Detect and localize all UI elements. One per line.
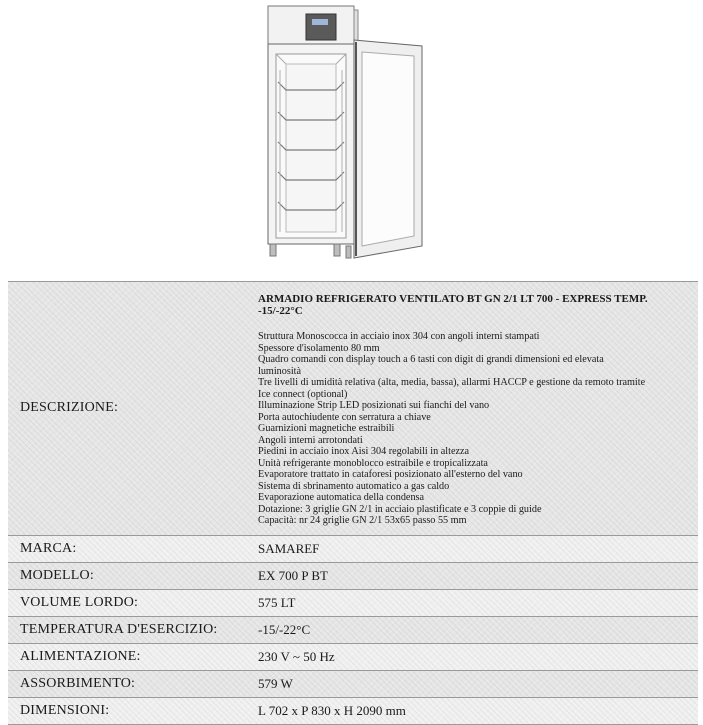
- description-line: Piedini in acciaio inox Aisi 304 regolabili in altezza: [258, 446, 470, 457]
- spec-row-marca: [8, 535, 698, 562]
- description-line: Evaporatore trattato in cataforesi posizionato all'esterno del vano: [258, 469, 523, 480]
- description-line: Guarnizioni magnetiche estraibili: [258, 423, 395, 434]
- product-title: ARMADIO REFRIGERATO VENTILATO BT GN 2/1 LT 700 - EXPRESS TEMP. -15/-22°C: [258, 293, 648, 317]
- spec-row-modello: [8, 562, 698, 589]
- spec-row-volume: [8, 589, 698, 616]
- spec-value: L 702 x P 830 x H 2090 mm: [258, 703, 406, 718]
- spec-value: 575 LT: [258, 595, 296, 610]
- description-row: [8, 281, 698, 535]
- spec-row-temperatura: [8, 616, 698, 643]
- description-line: Illuminazione Strip LED posizionati sui fianchi del vano: [258, 400, 490, 411]
- description-line: Evaporazione automatica della condensa: [258, 492, 425, 503]
- product-image: [262, 0, 430, 262]
- spec-value: 230 V ~ 50 Hz: [258, 649, 335, 664]
- description-line: Spessore d'isolamento 80 mm: [258, 342, 380, 354]
- description-line: Angoli interni arrotondati: [258, 434, 363, 446]
- description-line: Capacità: nr 24 griglie GN 2/1 53x65 passo 55 mm: [258, 515, 467, 526]
- description-label: DESCRIZIONE:: [20, 400, 119, 415]
- spec-row-assorbimento: [8, 670, 698, 697]
- spec-value: -15/-22°C: [258, 622, 311, 637]
- spec-label: VOLUME LORDO:: [20, 595, 139, 610]
- spec-label: MARCA:: [20, 541, 77, 556]
- spec-table: [8, 281, 698, 725]
- refrigerator-cabinet-icon: [262, 0, 430, 262]
- description-line: Porta autochiudente con serratura a chiave: [258, 411, 431, 423]
- spec-value: SAMAREF: [258, 541, 320, 556]
- spec-label: DIMENSIONI:: [20, 703, 110, 718]
- description-line: Unità refrigerante monoblocco estraibile e tropicalizzata: [258, 457, 488, 469]
- spec-label: ALIMENTAZIONE:: [20, 649, 141, 664]
- spec-value: 579 W: [258, 676, 293, 691]
- description-line: Dotazione: 3 griglie GN 2/1 in acciaio plastificate e 3 coppie di guide: [258, 503, 542, 515]
- description-line: Sistema di sbrinamento automatico a gas caldo: [258, 480, 450, 492]
- spec-label: TEMPERATURA D'ESERCIZIO:: [20, 622, 218, 637]
- description-block: [258, 293, 648, 527]
- description-line: Tre livelli di umidità relativa (alta, media, bassa), allarmi HACCP e gestione da remoto tramite Ice connect (optional): [258, 377, 646, 400]
- spec-label: ASSORBIMENTO:: [20, 676, 136, 691]
- description-lines: [258, 331, 648, 527]
- spec-value: EX 700 P BT: [258, 568, 328, 583]
- spec-label: MODELLO:: [20, 568, 94, 583]
- spec-row-dimensioni: [8, 697, 698, 725]
- description-line: Quadro comandi con display touch a 6 tasti con digit di grandi dimensioni ed elevata luminosità: [258, 354, 604, 377]
- description-line: Struttura Monoscocca in acciaio inox 304 con angoli interni stampati: [258, 331, 540, 342]
- spec-row-alimentazione: [8, 643, 698, 670]
